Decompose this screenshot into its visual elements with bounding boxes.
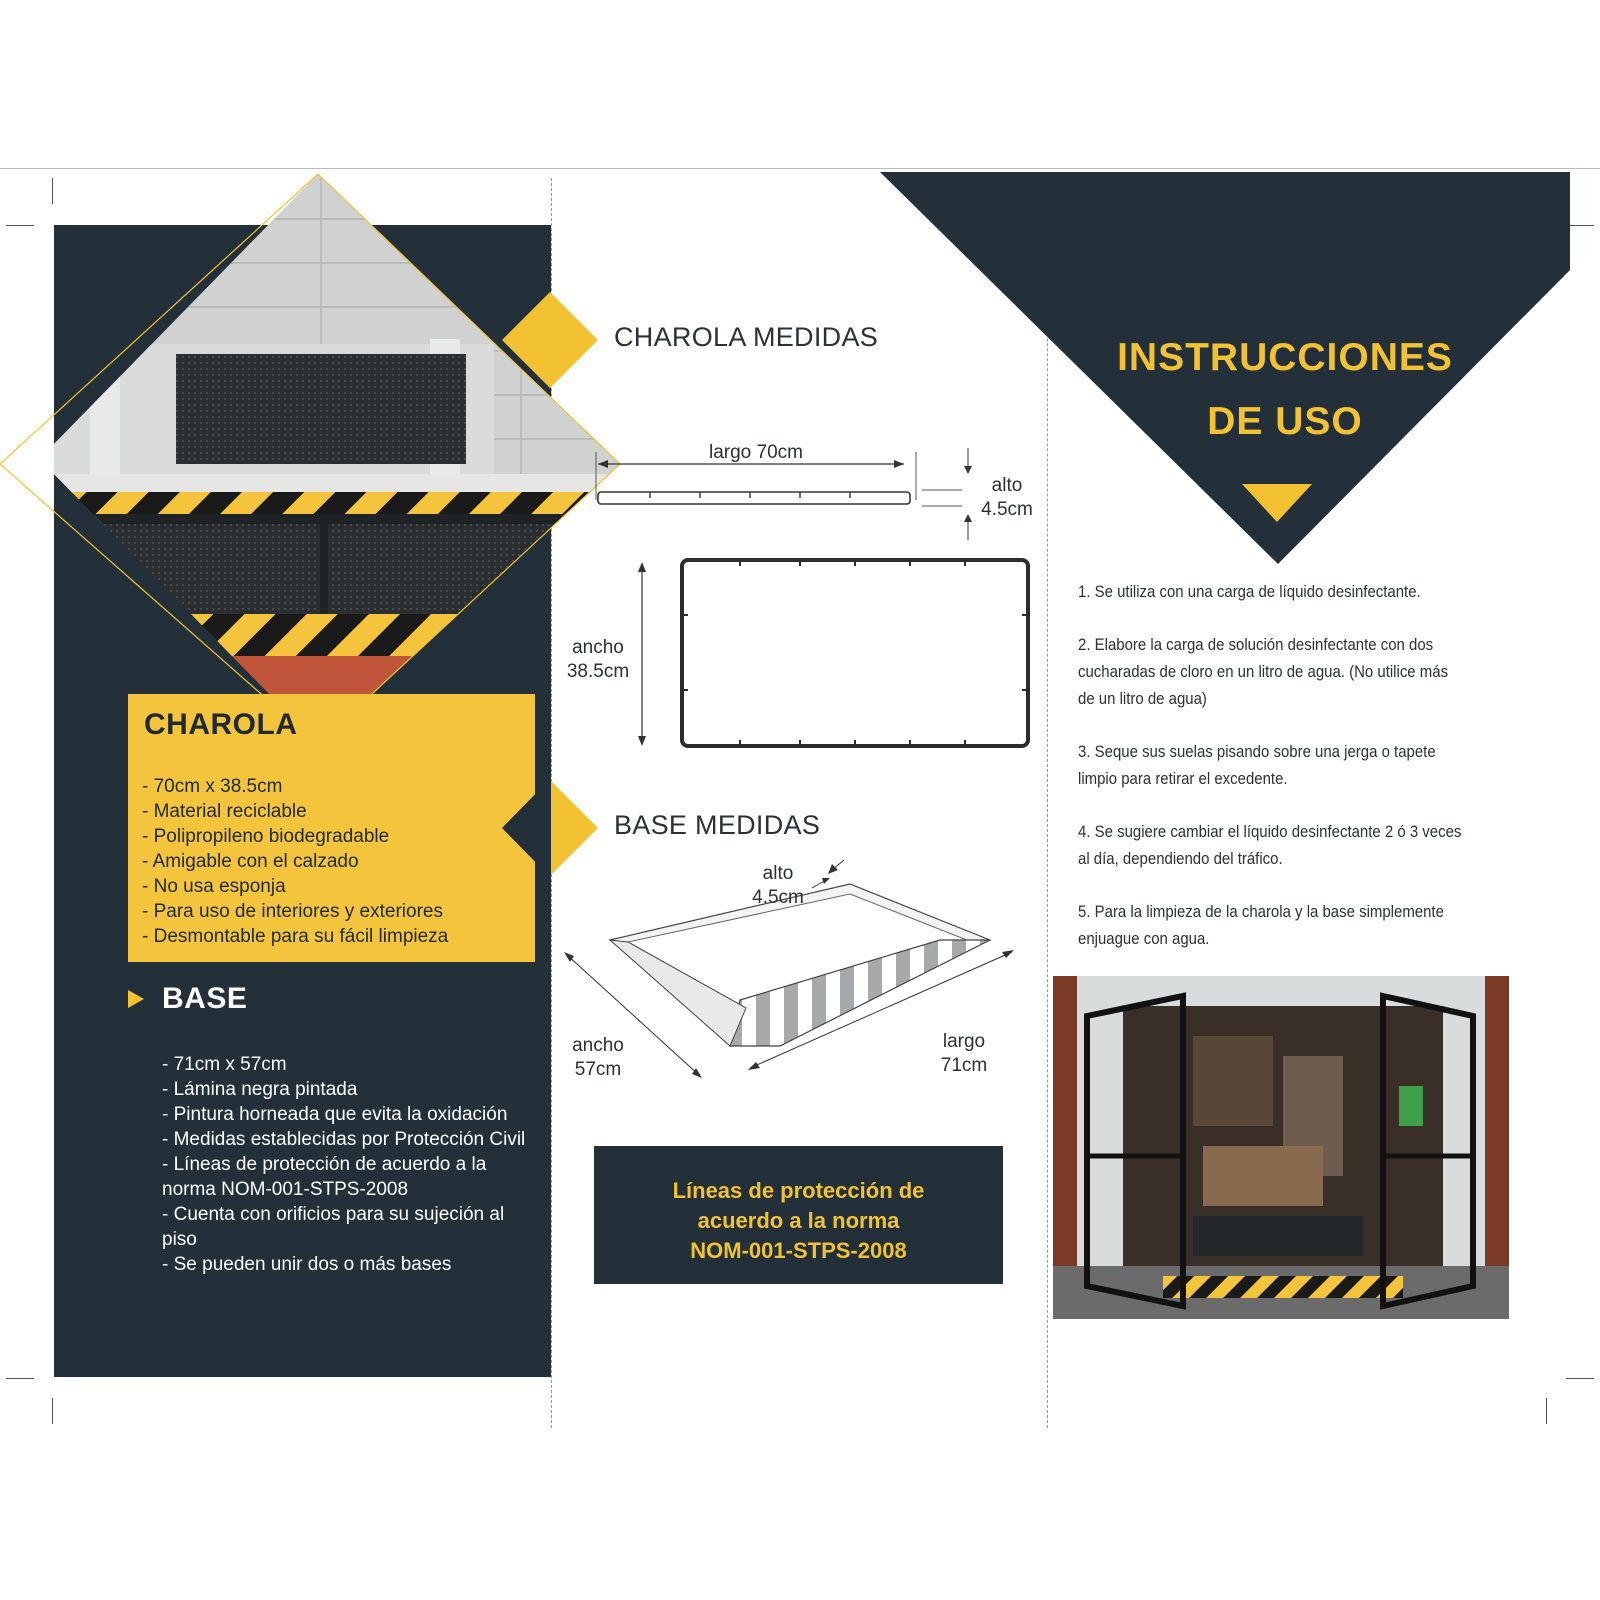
list-item [1078,818,1465,872]
crop-mark [6,1378,34,1379]
list-item: - Para uso de interiores y exteriores [142,901,443,922]
callout-line: acuerdo a la norma [697,1208,900,1233]
step-number: 1. [1078,582,1091,601]
base-heading [128,982,428,1022]
instrucciones-title [1075,326,1495,454]
list-item: - Amigable con el calzado [142,851,359,872]
list-item: - 70cm x 38.5cm [142,776,283,797]
dimension-label: largo [942,1031,986,1052]
diamond-icon [500,290,600,390]
charola-title: CHAROLA [144,708,298,741]
list-item [1078,578,1465,605]
list-item: - Desmontable para su fácil limpieza [142,926,449,947]
step-text: Elabore la carga de solución desinfectante con dos cucharadas de cloro en un litro de agua. (No utilice más de un litro de agua) [1078,635,1449,708]
triangle-right-icon [128,990,144,1008]
step-text: Se sugiere cambiar el líquido desinfectante 2 ó 3 veces al día, dependiendo del tráfico. [1078,822,1462,868]
charola-photo [0,174,620,774]
dimension-label: ancho [572,637,624,658]
charola-largo-label: largo 70cm [709,442,803,463]
base-feature-list [162,1052,542,1277]
nom-callout [594,1146,1003,1284]
list-item: - Líneas de protección de acuerdo a la norma NOM-001-STPS-2008 [162,1154,487,1200]
base-alto-label [740,862,816,910]
step-number: 5. [1078,902,1091,921]
base-largo-label [926,1030,1002,1078]
list-item: - No usa esponja [142,876,286,897]
list-item [1078,631,1465,712]
callout-line: Líneas de protección de [672,1178,925,1203]
charola-feature-list [142,774,448,949]
crop-mark [1546,1398,1547,1424]
callout-line: NOM-001-STPS-2008 [690,1238,907,1263]
base-medidas-title: BASE MEDIDAS [614,810,821,840]
triangle-down-icon [1242,484,1312,524]
charola-ancho-label [560,636,636,684]
list-item: - Medidas establecidas por Protección Civil [162,1129,526,1150]
dimension-label: alto [991,475,1023,496]
charola-features-box [128,694,535,962]
nom-callout-text [594,1176,1003,1266]
crop-mark [1566,225,1594,226]
base-title: BASE [162,982,248,1015]
dimension-label: alto [762,863,794,884]
charola-medidas-title: CHAROLA MEDIDAS [614,322,879,352]
step-number: 3. [1078,742,1091,761]
list-item: - Se pueden unir dos o más bases [162,1254,452,1275]
dimension-value: 4.5cm [752,887,804,908]
instrucciones-list [1078,578,1465,978]
list-item: - Cuenta con orificios para su sujeción al piso [162,1204,505,1250]
title-line: INSTRUCCIONES [1117,336,1453,379]
dimension-value: 4.5cm [981,499,1033,520]
dimension-value: 57cm [574,1059,622,1080]
entrance-photo [1053,976,1509,1319]
step-text: Seque sus suelas pisando sobre una jerga o tapete limpio para retirar el excedente. [1078,742,1436,788]
crop-mark [1566,1378,1594,1379]
list-item: - 71cm x 57cm [162,1054,287,1075]
list-item [1078,898,1465,952]
dimension-label: ancho [572,1035,624,1056]
list-item: - Lámina negra pintada [162,1079,358,1100]
dimension-value: 71cm [940,1055,988,1076]
base-ancho-label [560,1034,636,1082]
title-line: DE USO [1207,400,1363,443]
list-item: - Polipropileno biodegradable [142,826,390,847]
top-rule [0,168,1600,169]
dimension-value: 38.5cm [566,661,630,682]
step-number: 2. [1078,635,1091,654]
step-text: Se utiliza con una carga de líquido desinfectante. [1094,582,1421,601]
step-text: Para la limpieza de la charola y la base simplemente enjuague con agua. [1078,902,1444,948]
list-item: - Material reciclable [142,801,307,822]
crop-mark [52,1398,53,1424]
step-number: 4. [1078,822,1091,841]
list-item: - Pintura horneada que evita la oxidación [162,1104,508,1125]
list-item [1078,738,1465,792]
